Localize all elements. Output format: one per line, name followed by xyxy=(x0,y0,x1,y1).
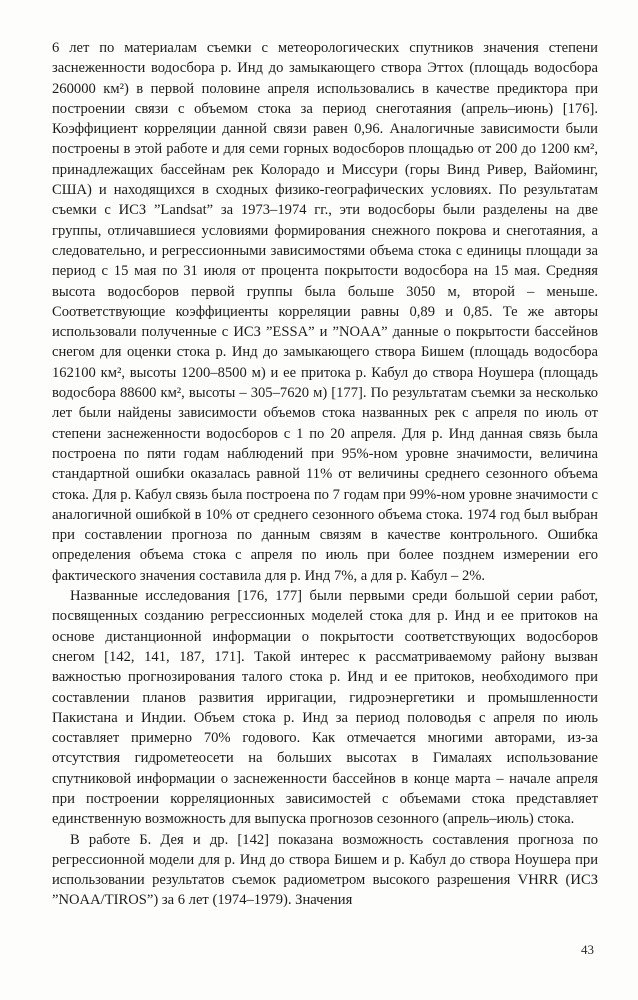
paragraph-1: 6 лет по материалам съемки с метеорологических спутников значения степени заснеженности водосбора р. Инд до замыкающего створа Эттох (площадь водосбора 260000 км²) в первой половине апреля использовались в качестве предиктора при построении связи с объемом стока за период снеготаяния (апрель–июнь) [176]. Коэффициент корреляции данной связи равен 0,96. Аналогичные зависимости были построены в этой работе и для семи горных водосборов площадью от 200 до 1200 км², принадлежащих бассейнам рек Колорадо и Миссури (горы Винд Ривер, Вайоминг, США) и находящихся в сходных физико-географических условиях. По результатам съемки с ИСЗ ”Landsat” за 1973–1974 гг., эти водосборы были разделены на две группы, отличавшиеся условиями формирования снежного покрова и снеготаяния, а следовательно, и регрессионными зависимостями объема стока с единицы площади за период с 15 мая по 31 июля от процента покрытости водосбора на 15 мая. Средняя высота водосборов первой группы была больше 3050 м, второй – меньше. Соответствующие коэффициенты корреляции равны 0,89 и 0,85. Те же авторы использовали полученные с ИСЗ ”ESSA” и ”NOAA” данные о покрытости бассейнов снегом для оценки стока р. Инд до замыкающего створа Бишем (площадь водосбора 162100 км², высоты 1200–8500 м) и ее притока р. Кабул до створа Ноушера (площадь водосбора 88600 км², высоты – 305–7620 м) [177]. По результатам съемки за несколько лет были найдены зависимости объемов стока названных рек с апреля по июль от степени заснеженности водосборов с 1 по 20 апреля. Для р. Инд данная связь была построена по пяти годам наблюдений при 95%-ном уровне значимости, величина стандартной ошибки оказалась равной 11% от величины среднего сезонного объема стока. Для р. Кабул связь была построена по 7 годам при 99%-ном уровне значимости с аналогичной ошибкой в 10% от среднего сезонного объема стока. 1974 год был выбран при составлении прогноза по данным связям в качестве контрольного. Ошибка определения объема стока с апреля по июль при более позднем измерении его фактического значения составила для р. Инд 7%, а для р. Кабул – 2%. xyxy=(52,40,598,584)
body-text xyxy=(52,38,598,911)
page-number: 43 xyxy=(581,942,594,957)
paragraph-3: В работе Б. Дея и др. [142] показана возможность составления прогноза по регрессионной модели для р. Инд до створа Бишем и р. Кабул до створа Ноушера при использовании результатов съемок радиометром высокого разрешения VHRR (ИСЗ ”NOAA/TIROS”) за 6 лет (1974–1979). Значения xyxy=(52,831,598,909)
paragraph-2: Названные исследования [176, 177] были первыми среди большой серии работ, посвященных созданию регрессионных моделей стока для р. Инд и ее притоков на основе дистанционной информации о покрытости соответствующих водосборов снегом [142, 141, 187, 171]. Такой интерес к рассматриваемому району вызван важностью прогнозирования талого стока р. Инд и ее притоков, необходимого при составлении планов развития ирригации, гидроэнергетики и промышленности Пакистана и Индии. Объем стока р. Инд за период половодья с апреля по июль составляет примерно 70% годового. Как отмечается многими авторами, из-за отсутствия гидрометеосети на больших высотах в Гималаях использование спутниковой информации о заснеженности бассейнов в конце марта – начале апреля при построении корреляционных зависимостей с объемами стока представляет единственную возможность для выпуска прогнозов сезонного (апрель–июль) стока. xyxy=(52,588,598,828)
